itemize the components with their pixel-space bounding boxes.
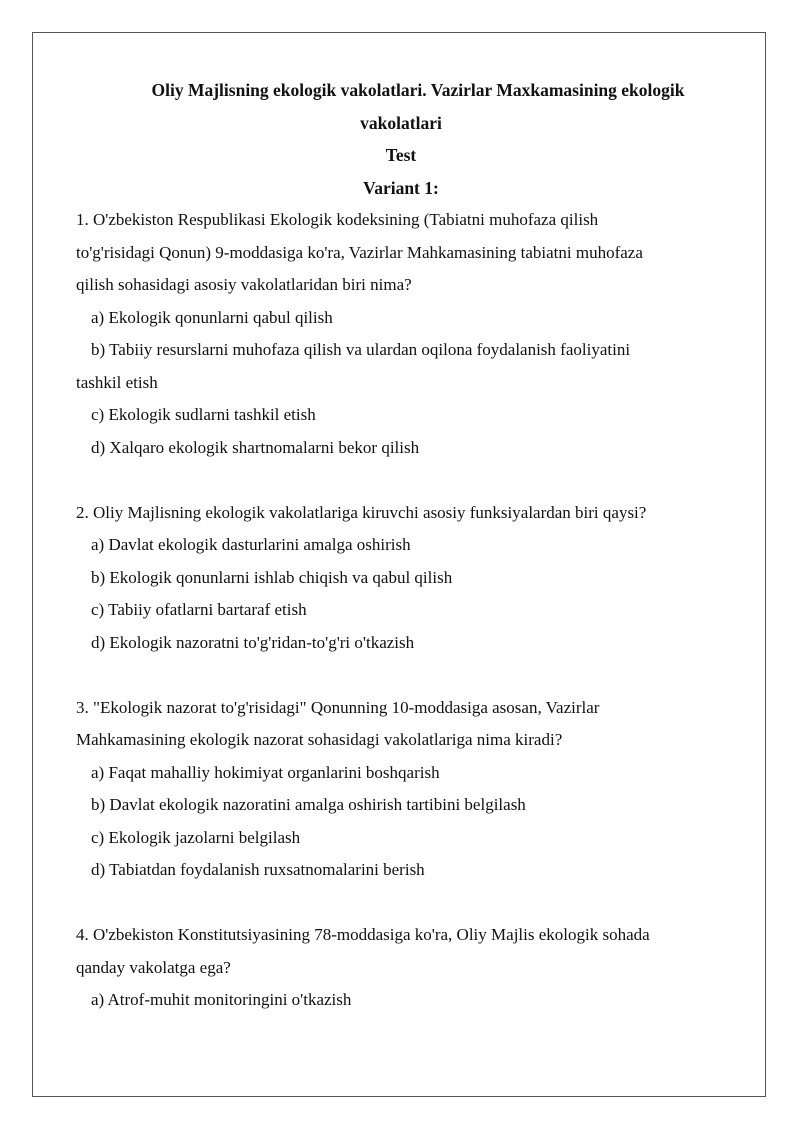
variant-heading: Variant 1: [363, 177, 439, 198]
question-1-option-c: c) Ekologik sudlarni tashkil etish [91, 405, 316, 424]
document-title-line-1: Oliy Majlisning ekologik vakolatlari. Vazirlar Maxkamasining ekologik [151, 80, 685, 100]
spacer [76, 887, 726, 920]
question-2-text-line-1: 2. Oliy Majlisning ekologik vakolatlariga kiruvchi asosiy funksiyalardan biri qaysi? [76, 502, 647, 522]
question-1-option-a: a) Ekologik qonunlarni qabul qilish [91, 307, 333, 327]
spacer [76, 659, 726, 692]
document-subtitle: Test [385, 145, 417, 165]
question-1-option-b-line-1: b) Tabiiy resurslarni muhofaza qilish va ulardan oqilona foydalanish faoliyatini [91, 340, 631, 359]
question-4-text-line-1: 4. O'zbekiston Konstitutsiyasining 78-moddasiga ko'ra, Oliy Majlis ekologik sohada [76, 925, 650, 944]
question-1-text-line-1: 1. O'zbekiston Respublikasi Ekologik kodeksining (Tabiatni muhofaza qilish [76, 210, 599, 229]
question-3-text-line-2: Mahkamasining ekologik nazorat sohasidagi vakolatlariga nima kiradi? [76, 730, 563, 749]
question-3-option-a: a) Faqat mahalliy hokimiyat organlarini boshqarish [91, 762, 440, 782]
question-1-text-line-3: qilish sohasidagi asosiy vakolatlaridan biri nima? [76, 275, 412, 294]
question-2 [76, 497, 726, 660]
question-3-text-line-1: 3. "Ekologik nazorat to'g'risidagi" Qonunning 10-moddasiga asosan, Vazirlar [76, 697, 600, 717]
document-title-line-2: vakolatlari [360, 112, 442, 133]
question-2-option-b: b) Ekologik qonunlarni ishlab chiqish va qabul qilish [91, 567, 453, 587]
question-4-option-a: a) Atrof-muhit monitoringini o'tkazish [91, 990, 352, 1009]
question-3-option-b: b) Davlat ekologik nazoratini amalga oshirish tartibini belgilash [91, 795, 526, 814]
question-2-option-a: a) Davlat ekologik dasturlarini amalga oshirish [91, 535, 411, 554]
question-4-text-line-2: qanday vakolatga ega? [76, 957, 231, 977]
question-1 [76, 204, 726, 464]
question-1-text-line-2: to'g'risidagi Qonun) 9-moddasiga ko'ra, Vazirlar Mahkamasining tabiatni muhofaza [76, 242, 643, 262]
document-body [76, 74, 726, 1017]
question-1-option-d: d) Xalqaro ekologik shartnomalarni bekor qilish [91, 437, 420, 457]
question-3 [76, 692, 726, 887]
question-2-option-d: d) Ekologik nazoratni to'g'ridan-to'g'ri o'tkazish [91, 632, 415, 652]
spacer [76, 464, 726, 497]
question-3-option-c: c) Ekologik jazolarni belgilash [91, 827, 301, 847]
question-4 [76, 919, 726, 1017]
question-1-option-b-line-2: tashkil etish [76, 372, 158, 392]
question-2-option-c: c) Tabiiy ofatlarni bartaraf etish [91, 600, 307, 619]
question-3-option-d: d) Tabiatdan foydalanish ruxsatnomalarini berish [91, 860, 425, 879]
